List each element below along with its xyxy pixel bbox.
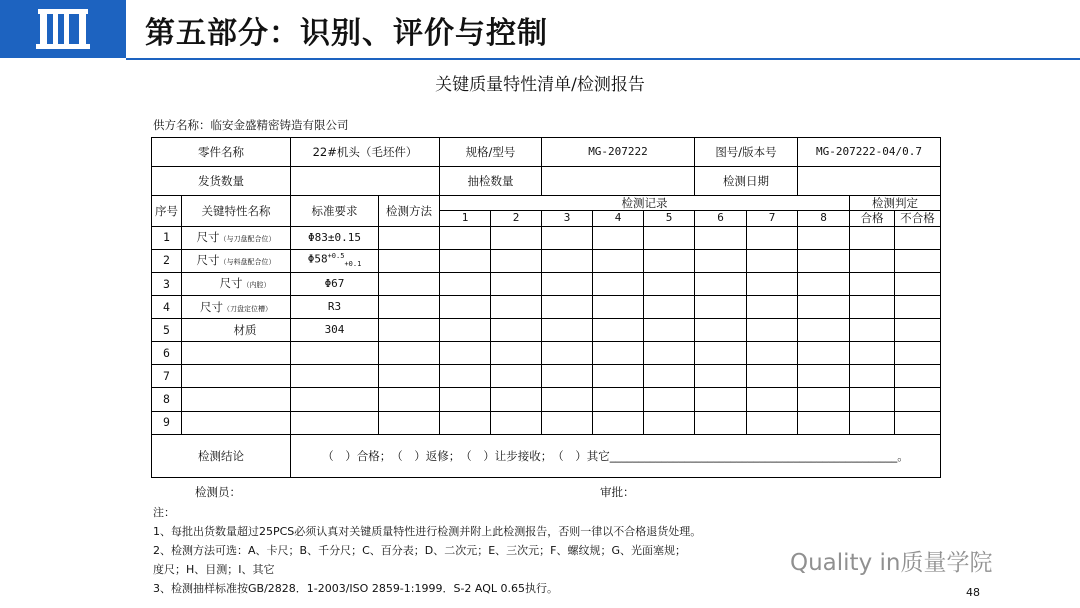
- watermark: Quality in质量学院: [790, 550, 993, 576]
- row-record-cell: [440, 411, 491, 434]
- ship-quantity-value: [291, 167, 440, 196]
- note-line: 1、每批出货数量超过25PCS必须认真对关键质量特性进行检测并附上此检测报告，否则一律以不合格退货处理。: [153, 525, 702, 538]
- row-record-cell: [491, 272, 542, 295]
- fail-header: 不合格: [895, 211, 941, 226]
- note-line: 度尺；H、目测；I、其它: [153, 563, 275, 576]
- table-row: [152, 388, 941, 411]
- row-record-cell: [440, 295, 491, 318]
- seq-header: 序号: [152, 196, 182, 226]
- row-record-cell: [593, 226, 644, 249]
- row-record-cell: [491, 249, 542, 272]
- row-record-cell: [593, 272, 644, 295]
- row-std-req: [291, 342, 379, 365]
- row-record-cell: [695, 411, 747, 434]
- row-record-cell: [644, 388, 695, 411]
- row-record-cell: [798, 272, 850, 295]
- row-record-cell: [798, 226, 850, 249]
- row-fail-cell: [895, 272, 941, 295]
- row-char-name: [182, 249, 291, 272]
- char-name-note: （内腔）: [242, 281, 271, 290]
- char-name-note: （与刀盘配合位）: [219, 235, 276, 244]
- inspector-label: 检测员：: [195, 485, 241, 499]
- judgment-header: 检测判定: [850, 196, 941, 211]
- row-method: [379, 388, 440, 411]
- conclusion-row: [152, 434, 941, 477]
- std-base: Φ58: [307, 252, 328, 266]
- row-pass-cell: [850, 295, 895, 318]
- row-record-cell: [798, 295, 850, 318]
- row-record-cell: [491, 319, 542, 342]
- row-pass-cell: [850, 319, 895, 342]
- row-record-cell: [542, 411, 593, 434]
- row-record-cell: [542, 295, 593, 318]
- row-std-req: [291, 388, 379, 411]
- row-seq: 3: [152, 272, 182, 295]
- table-row: [152, 249, 941, 272]
- record-col-header: 8: [798, 211, 850, 226]
- row-record-cell: [593, 365, 644, 388]
- row-pass-cell: [850, 272, 895, 295]
- row-method: [379, 319, 440, 342]
- row-std-req: [291, 365, 379, 388]
- drawing-number-value: MG-207222-04/0.7: [798, 138, 941, 167]
- note-line: 3、检测抽样标准按GB/2828．1-2003/ISO 2859-1:1999．S-2 AQL 0.65执行。: [153, 582, 559, 595]
- row-record-cell: [542, 388, 593, 411]
- row-record-cell: [798, 411, 850, 434]
- row-seq: 6: [152, 342, 182, 365]
- row-std-req: R3: [291, 295, 379, 318]
- row-fail-cell: [895, 226, 941, 249]
- row-pass-cell: [850, 249, 895, 272]
- row-record-cell: [491, 295, 542, 318]
- row-char-name: [182, 342, 291, 365]
- row-record-cell: [695, 249, 747, 272]
- row-method: [379, 226, 440, 249]
- row-record-cell: [695, 272, 747, 295]
- row-record-cell: [593, 295, 644, 318]
- table-row: [152, 226, 941, 249]
- row-record-cell: [695, 295, 747, 318]
- row-record-cell: [747, 342, 798, 365]
- row-method: [379, 411, 440, 434]
- std-lower-tol: +0.1: [344, 259, 362, 268]
- row-record-cell: [491, 226, 542, 249]
- row-record-cell: [798, 365, 850, 388]
- sample-quantity-value: [542, 167, 695, 196]
- row-record-cell: [593, 249, 644, 272]
- std-req-header: 标准要求: [291, 196, 379, 226]
- row-pass-cell: [850, 411, 895, 434]
- inspect-date-label: 检测日期: [695, 167, 798, 196]
- record-col-header: 5: [644, 211, 695, 226]
- row-record-cell: [747, 319, 798, 342]
- row-record-cell: [798, 388, 850, 411]
- row-record-cell: [491, 342, 542, 365]
- row-char-name: [182, 365, 291, 388]
- row-record-cell: [440, 249, 491, 272]
- char-name-text: 尺寸: [219, 276, 243, 291]
- record-col-header: 1: [440, 211, 491, 226]
- row-record-cell: [798, 319, 850, 342]
- row-record-cell: [644, 295, 695, 318]
- quantity-row: [152, 167, 941, 196]
- row-record-cell: [593, 319, 644, 342]
- row-record-cell: [593, 342, 644, 365]
- row-record-cell: [747, 272, 798, 295]
- row-record-cell: [644, 249, 695, 272]
- row-seq: 5: [152, 319, 182, 342]
- std-upper-tol: +0.5: [327, 251, 345, 260]
- row-record-cell: [440, 365, 491, 388]
- row-record-cell: [695, 388, 747, 411]
- table-row: [152, 365, 941, 388]
- row-record-cell: [695, 226, 747, 249]
- row-record-cell: [440, 226, 491, 249]
- row-std-req: 304: [291, 319, 379, 342]
- building-columns-icon: [36, 8, 90, 50]
- char-name-note: （刀盘定位槽）: [223, 304, 272, 313]
- row-method: [379, 342, 440, 365]
- table-row: [152, 411, 941, 434]
- table-row: [152, 295, 941, 318]
- record-col-header: 6: [695, 211, 747, 226]
- pass-header: 合格: [850, 211, 895, 226]
- approver-label: 审批：: [600, 485, 635, 499]
- row-seq: 8: [152, 388, 182, 411]
- inspect-date-value: [798, 167, 941, 196]
- supplier-name: 供方名称：临安金盛精密铸造有限公司: [153, 118, 349, 132]
- spec-model-value: MG-207222: [542, 138, 695, 167]
- row-fail-cell: [895, 249, 941, 272]
- row-record-cell: [695, 365, 747, 388]
- table-row: [152, 319, 941, 342]
- inspection-form-table: [151, 137, 941, 478]
- row-pass-cell: [850, 226, 895, 249]
- sample-quantity-label: 抽检数量: [440, 167, 542, 196]
- char-name-text: 尺寸: [200, 299, 223, 314]
- row-seq: 1: [152, 226, 182, 249]
- record-col-header: 7: [747, 211, 798, 226]
- row-method: [379, 295, 440, 318]
- row-record-cell: [440, 272, 491, 295]
- notes: [153, 503, 701, 598]
- page-number: 48: [966, 586, 980, 599]
- notes-title: 注：: [153, 506, 175, 519]
- row-record-cell: [542, 342, 593, 365]
- row-record-cell: [644, 226, 695, 249]
- row-record-cell: [542, 226, 593, 249]
- record-header: 检测记录: [440, 196, 850, 211]
- table-row: [152, 342, 941, 365]
- row-std-req: [291, 249, 379, 272]
- row-method: [379, 272, 440, 295]
- row-pass-cell: [850, 365, 895, 388]
- char-name-note: （与料盘配合位）: [219, 258, 276, 267]
- row-record-cell: [644, 342, 695, 365]
- part-name-value: 22#机头（毛坯件）: [291, 138, 440, 167]
- row-record-cell: [440, 388, 491, 411]
- row-record-cell: [695, 342, 747, 365]
- row-record-cell: [798, 342, 850, 365]
- row-record-cell: [491, 365, 542, 388]
- row-record-cell: [644, 272, 695, 295]
- row-pass-cell: [850, 388, 895, 411]
- table-row: [152, 272, 941, 295]
- row-record-cell: [491, 388, 542, 411]
- header-divider: [126, 58, 1080, 60]
- row-fail-cell: [895, 388, 941, 411]
- row-record-cell: [798, 249, 850, 272]
- part-name-label: 零件名称: [152, 138, 291, 167]
- row-char-name: [182, 272, 291, 295]
- char-name-text: 尺寸: [196, 253, 220, 268]
- row-fail-cell: [895, 342, 941, 365]
- drawing-number-label: 图号/版本号: [695, 138, 798, 167]
- row-char-name: [182, 226, 291, 249]
- row-method: [379, 365, 440, 388]
- row-record-cell: [747, 295, 798, 318]
- method-header: 检测方法: [379, 196, 440, 226]
- row-fail-cell: [895, 411, 941, 434]
- row-char-name: [182, 411, 291, 434]
- row-record-cell: [747, 411, 798, 434]
- row-record-cell: [542, 272, 593, 295]
- row-record-cell: [593, 411, 644, 434]
- page-title: 第五部分：识别、评价与控制: [145, 16, 548, 51]
- char-name-text: 尺寸: [196, 230, 220, 245]
- spec-model-label: 规格/型号: [440, 138, 542, 167]
- row-fail-cell: [895, 319, 941, 342]
- row-std-req: Φ83±0.15: [291, 226, 379, 249]
- note-line: 2、检测方法可选：A、卡尺；B、千分尺；C、百分表；D、二次元；E、三次元；F、螺纹规；G、光面塞规；: [153, 544, 687, 557]
- row-record-cell: [542, 319, 593, 342]
- row-std-req: Φ67: [291, 272, 379, 295]
- characteristic-rows: [152, 226, 941, 434]
- row-record-cell: [593, 388, 644, 411]
- row-record-cell: [644, 411, 695, 434]
- conclusion-label: 检测结论: [152, 434, 291, 477]
- row-method: [379, 249, 440, 272]
- row-std-req: [291, 411, 379, 434]
- conclusion-options: （ ）合格； （ ）返修； （ ）让步接收； （ ）其它__________________________________________________。: [291, 434, 941, 477]
- record-col-header: 4: [593, 211, 644, 226]
- part-info-row: [152, 138, 941, 167]
- record-col-header: 3: [542, 211, 593, 226]
- row-seq: 7: [152, 365, 182, 388]
- row-record-cell: [440, 319, 491, 342]
- row-record-cell: [542, 365, 593, 388]
- row-char-name: [182, 319, 291, 342]
- char-name-text: 材质: [233, 322, 257, 337]
- record-col-header: 2: [491, 211, 542, 226]
- row-fail-cell: [895, 295, 941, 318]
- row-record-cell: [440, 342, 491, 365]
- row-record-cell: [542, 249, 593, 272]
- logo: [0, 0, 126, 58]
- row-record-cell: [644, 365, 695, 388]
- row-record-cell: [747, 226, 798, 249]
- document-title: 关键质量特性清单/检测报告: [435, 75, 645, 95]
- row-seq: 2: [152, 249, 182, 272]
- slide-header: [0, 0, 1080, 60]
- row-record-cell: [747, 365, 798, 388]
- header-row-1: [152, 196, 941, 211]
- row-record-cell: [695, 319, 747, 342]
- row-record-cell: [644, 319, 695, 342]
- row-record-cell: [747, 388, 798, 411]
- row-record-cell: [747, 249, 798, 272]
- row-fail-cell: [895, 365, 941, 388]
- ship-quantity-label: 发货数量: [152, 167, 291, 196]
- row-seq: 4: [152, 295, 182, 318]
- row-seq: 9: [152, 411, 182, 434]
- row-pass-cell: [850, 342, 895, 365]
- row-char-name: [182, 388, 291, 411]
- row-record-cell: [491, 411, 542, 434]
- char-name-header: 关键特性名称: [182, 196, 291, 226]
- row-char-name: [182, 295, 291, 318]
